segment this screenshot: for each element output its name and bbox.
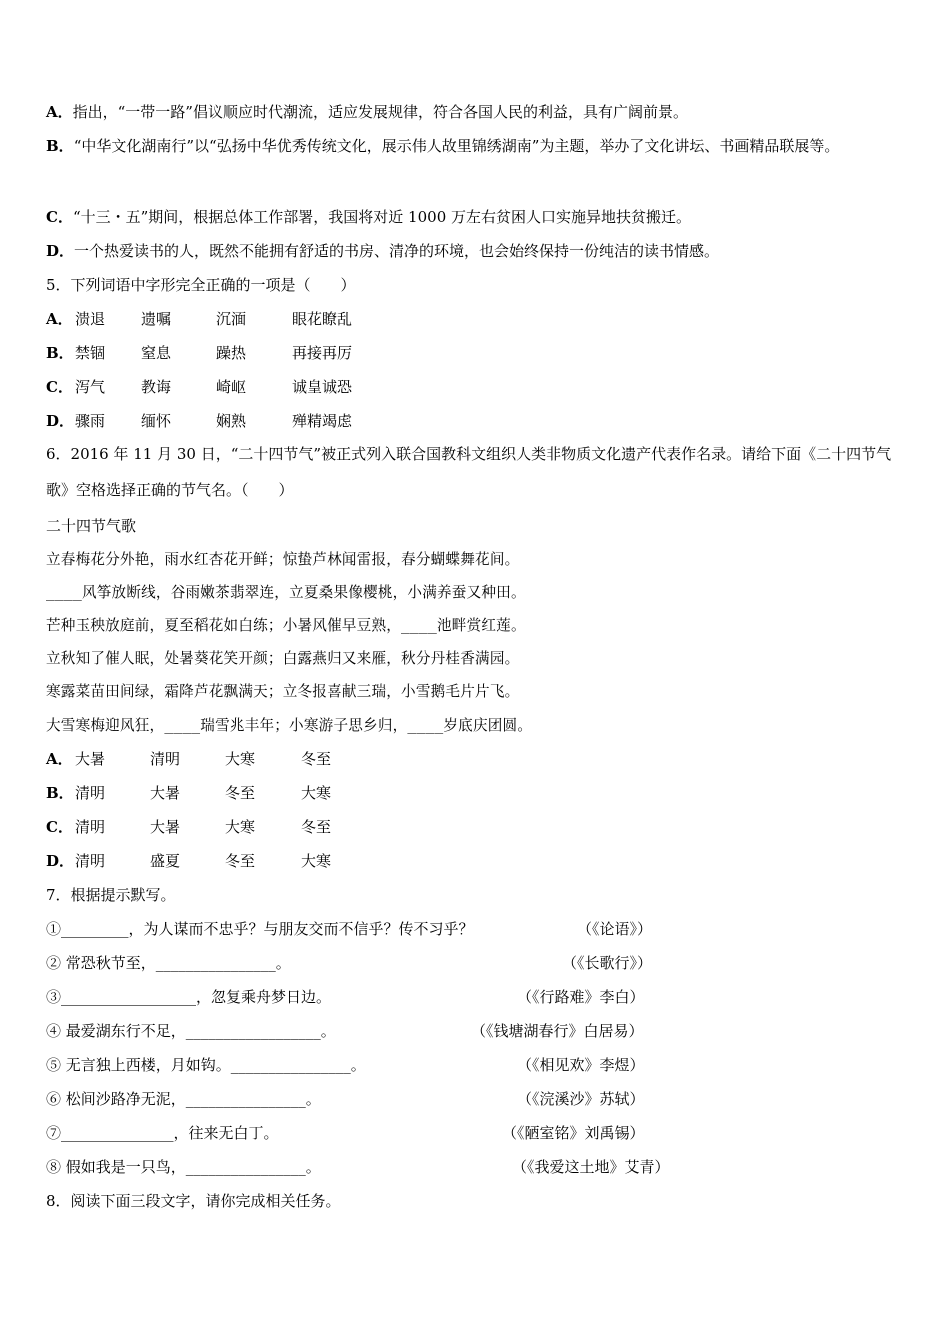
recite-source: （《论语》） (577, 920, 653, 938)
option-word: 再接再厉 (292, 344, 353, 362)
option-word: 躁热 (216, 344, 247, 362)
option-text: 指出，“一带一路”倡议顺应时代潮流，适应发展规律，符合各国人民的利益，具有广阔前景。 (72, 103, 688, 121)
recite-source: （《长歌行》） (562, 954, 653, 972)
q7-item-5 (46, 1055, 906, 1077)
q7-item-8 (46, 1157, 906, 1179)
option-word: 清明 (75, 818, 106, 836)
recite-line: ③__________________，忽复乘舟梦日边。 (46, 988, 332, 1006)
q6-option-d (46, 851, 906, 873)
option-word: 诚皇诚恐 (292, 378, 353, 396)
poem-line: ____风筝放断线，谷雨嫩茶翡翠连，立夏桑果像樱桃，小满养蚕又种田。 (46, 584, 526, 601)
recite-source: （《陋室铭》刘禹锡） (502, 1124, 645, 1142)
option-word: 清明 (75, 784, 106, 802)
q5-title: 5．下列词语中字形完全正确的一项是（ ） (46, 276, 356, 294)
q5-option-a (46, 309, 906, 331)
recite-source: （《我爱这土地》艾青） (512, 1158, 670, 1176)
option-text: “中华文化湖南行”以“弘扬中华优秀传统文化，展示伟人故里锦绣湖南”为主题，举办了文化讲坛、书画精品联展等。 (73, 137, 840, 155)
option-letter: D． (46, 242, 75, 260)
recite-source: （《钱塘湖春行》白居易） (471, 1022, 644, 1040)
option-word: 清明 (75, 852, 106, 870)
option-text: “十三・五”期间，根据总体工作部署，我国将对近 1000 万左右贫困人口实施异地扶贫搬迁。 (72, 208, 692, 226)
option-word: 缅怀 (141, 412, 172, 430)
option-letter: C． (46, 818, 73, 836)
option-word: 溃退 (75, 310, 106, 328)
option-word: 禁锢 (75, 344, 106, 362)
q6-option-a (46, 749, 906, 771)
recite-line: ④ 最爱湖东行不足，__________________。 (46, 1022, 336, 1040)
option-letter: A． (46, 103, 73, 121)
q4-option-a (46, 102, 688, 122)
q7-item-1 (46, 919, 906, 941)
q7-item-7 (46, 1123, 906, 1145)
poem-title: 二十四节气歌 (46, 517, 137, 535)
option-word: 清明 (150, 750, 181, 768)
option-word: 崎岖 (216, 378, 247, 396)
option-word: 冬至 (301, 818, 332, 836)
option-letter: C． (46, 378, 73, 396)
poem-line: 寒露菜苗田间绿，霜降芦花飘满天；立冬报喜献三瑞，小雪鹅毛片片飞。 (46, 683, 520, 700)
option-word: 大暑 (150, 784, 181, 802)
option-letter: C． (46, 208, 73, 226)
poem-line: 芒种玉秧放庭前，夏至稻花如白练；小暑风催早豆熟，____池畔赏红莲。 (46, 617, 526, 634)
option-word: 眼花瞭乱 (292, 310, 353, 328)
option-word: 冬至 (225, 784, 256, 802)
recite-line: ①_________，为人谋而不忠乎？与朋友交而不信乎？传不习乎？ (46, 920, 474, 938)
poem-line: 立秋知了催人眠，处暑葵花笑开颜；白露燕归又来雁，秋分丹桂香满园。 (46, 650, 520, 667)
poem-line: 大雪寒梅迎风狂，____瑞雪兆丰年；小寒游子思乡归，____岁底庆团圆。 (46, 717, 533, 734)
q5-option-c (46, 377, 906, 399)
option-word: 沉湎 (216, 310, 247, 328)
option-letter: D． (46, 412, 75, 430)
q7-item-3 (46, 987, 906, 1009)
poem-line: 立春梅花分外艳，雨水红杏花开鲜；惊蛰芦林闻雷报，春分蝴蝶舞花间。 (46, 551, 520, 568)
option-text: 一个热爱读书的人，既然不能拥有舒适的书房、清净的环境，也会始终保持一份纯洁的读书情感。 (74, 242, 720, 260)
option-letter: B． (46, 344, 74, 362)
recite-line: ⑥ 松间沙路净无泥，________________。 (46, 1090, 321, 1108)
recite-line: ⑤ 无言独上西楼，月如钩。________________。 (46, 1056, 366, 1074)
option-word: 遗嘱 (141, 310, 172, 328)
option-word: 大暑 (150, 818, 181, 836)
option-word: 大暑 (75, 750, 106, 768)
q5-option-b (46, 343, 906, 365)
q6-option-c (46, 817, 906, 839)
recite-source: （《行路难》李白） (517, 988, 645, 1006)
q4-option-b (46, 128, 908, 164)
q7-item-4 (46, 1021, 906, 1043)
q7-item-2 (46, 953, 906, 975)
recite-line: ⑦_______________，往来无白丁。 (46, 1124, 279, 1142)
option-word: 窒息 (141, 344, 172, 362)
option-letter: A． (46, 310, 73, 328)
q6-title: 6．2016 年 11 月 30 日，“二十四节气”被正式列入联合国教科文组织人类非物质文化遗产代表作名录。请给下面《二十四节气歌》空格选择正确的节气名。（ ） (46, 445, 892, 499)
option-word: 冬至 (225, 852, 256, 870)
option-letter: B． (46, 137, 74, 155)
option-letter: A． (46, 750, 73, 768)
q5-option-d (46, 411, 906, 433)
option-word: 骤雨 (75, 412, 106, 430)
option-letter: D． (46, 852, 75, 870)
recite-source: （《相见欢》李煜） (517, 1056, 645, 1074)
option-word: 冬至 (301, 750, 332, 768)
q7-item-6 (46, 1089, 906, 1111)
option-word: 盛夏 (150, 852, 181, 870)
option-word: 泻气 (75, 378, 106, 396)
option-word: 大寒 (225, 818, 256, 836)
option-word: 大寒 (225, 750, 256, 768)
recite-line: ② 常恐秋节至，________________。 (46, 954, 291, 972)
option-word: 娴熟 (216, 412, 247, 430)
option-word: 大寒 (301, 784, 332, 802)
option-word: 大寒 (301, 852, 332, 870)
option-letter: B． (46, 784, 74, 802)
recite-line: ⑧ 假如我是一只鸟，________________。 (46, 1158, 321, 1176)
q7-title: 7．根据提示默写。 (46, 886, 176, 904)
q4-option-c (46, 207, 691, 227)
q8-title: 8．阅读下面三段文字，请你完成相关任务。 (46, 1192, 341, 1210)
q4-option-d (46, 241, 719, 261)
q6-option-b (46, 783, 906, 805)
option-word: 殚精竭虑 (292, 412, 353, 430)
recite-source: （《浣溪沙》苏轼） (517, 1090, 645, 1108)
option-word: 教诲 (141, 378, 172, 396)
